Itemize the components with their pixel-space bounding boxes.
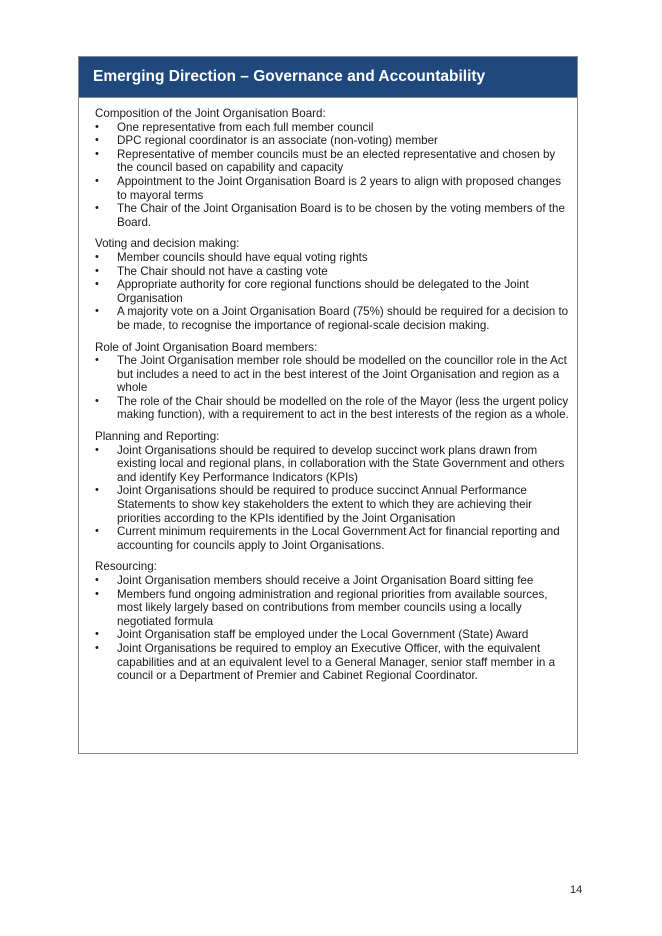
bullet-icon: • (95, 147, 99, 160)
bullet-icon: • (95, 134, 99, 147)
section-heading: Role of Joint Organisation Board members: (95, 340, 318, 354)
box-title: Emerging Direction – Governance and Accountability (79, 57, 577, 98)
bullet-icon: • (95, 202, 99, 215)
list-item: • Member councils should have equal voting rights (95, 250, 368, 264)
bullet-icon: • (95, 443, 99, 456)
bullet-list (95, 251, 571, 333)
governance-box (78, 56, 578, 754)
list-item: • Joint Organisations should be required to develop succinct work plans drawn from existing local and regional plans, in collaboration with the State Government and others and identify Key Performance Indicators (KPIs) (95, 443, 565, 484)
bullet-icon: • (95, 278, 99, 291)
bullet-icon: • (95, 120, 99, 133)
list-item: • The Joint Organisation member role should be modelled on the councillor role in the Act but includes a need to act in the best interest of the Joint Organisation and region as a whole (95, 354, 567, 395)
section-heading: Composition of the Joint Organisation Board: (95, 107, 326, 120)
list-item: • A majority vote on a Joint Organisation Board (75%) should be required for a decision to be made, to recognise the importance of regional-scale decision making. (95, 305, 569, 332)
list-item: • Representative of member councils must be an elected representative and chosen by the council based on capability and capacity (95, 147, 556, 175)
bullet-icon: • (95, 641, 99, 654)
list-item: • Joint Organisation staff be employed under the Local Government (State) Award (95, 628, 529, 642)
page-number: 14 (570, 884, 583, 896)
list-item: • Members fund ongoing administration and regional priorities from available sources, most likely largely based on contributions from member councils using a locally negotiated formula (95, 587, 548, 628)
section-heading: Resourcing: (95, 560, 157, 574)
bullet-icon: • (95, 394, 99, 407)
section-heading: Voting and decision making: (95, 237, 240, 251)
list-item: • The role of the Chair should be modelled on the role of the Mayor (less the urgent policy making function), with a requirement to act in the best interests of the region as a whole. (95, 394, 569, 422)
section-voting (95, 237, 571, 332)
bullet-icon: • (95, 250, 99, 263)
section-heading: Planning and Reporting: (95, 430, 220, 444)
bullet-icon: • (95, 574, 99, 586)
section-role (95, 341, 571, 423)
list-item: • Appropriate authority for core regional functions should be delegated to the Joint Organisation (95, 278, 529, 305)
list-item: • One representative from each full member council (95, 120, 374, 134)
list-item: • DPC regional coordinator is an associate (non-voting) member (95, 134, 438, 148)
list-item: • Joint Organisations should be required to produce succinct Annual Performance Statements to show key stakeholders the extent to which they are achieving their priorities according to the KPIs identified by the Joint Organisation (95, 484, 533, 525)
bullet-icon: • (95, 525, 99, 538)
list-item: • Joint Organisations be required to employ an Executive Officer, with the equivalent capabilities and at an equivalent level to a General Manager, senior staff member in a council or a Department of Premier and Cabinet Regional Coordinator. (95, 641, 556, 683)
bullet-list (95, 354, 571, 422)
list-item: • The Chair should not have a casting vote (95, 264, 328, 278)
bullet-icon: • (95, 305, 99, 318)
bullet-list (95, 121, 571, 230)
bullet-icon: • (95, 174, 99, 187)
box-body (79, 98, 577, 683)
bullet-icon: • (95, 628, 99, 641)
bullet-list (95, 444, 571, 553)
section-composition (95, 107, 571, 229)
list-item: • Joint Organisation members should receive a Joint Organisation Board sitting fee (95, 574, 534, 587)
bullet-icon: • (95, 354, 99, 367)
bullet-icon: • (95, 484, 99, 497)
list-item: • Current minimum requirements in the Local Government Act for financial reporting and accounting for councils apply to Joint Organisations. (95, 525, 560, 552)
list-item: • The Chair of the Joint Organisation Board is to be chosen by the voting members of the Board. (95, 202, 565, 229)
section-resourcing (95, 560, 571, 682)
bullet-icon: • (95, 264, 99, 277)
list-item: • Appointment to the Joint Organisation Board is 2 years to align with proposed changes to mayoral terms (95, 174, 562, 202)
bullet-icon: • (95, 587, 99, 600)
bullet-list (95, 574, 571, 683)
section-planning (95, 430, 571, 552)
